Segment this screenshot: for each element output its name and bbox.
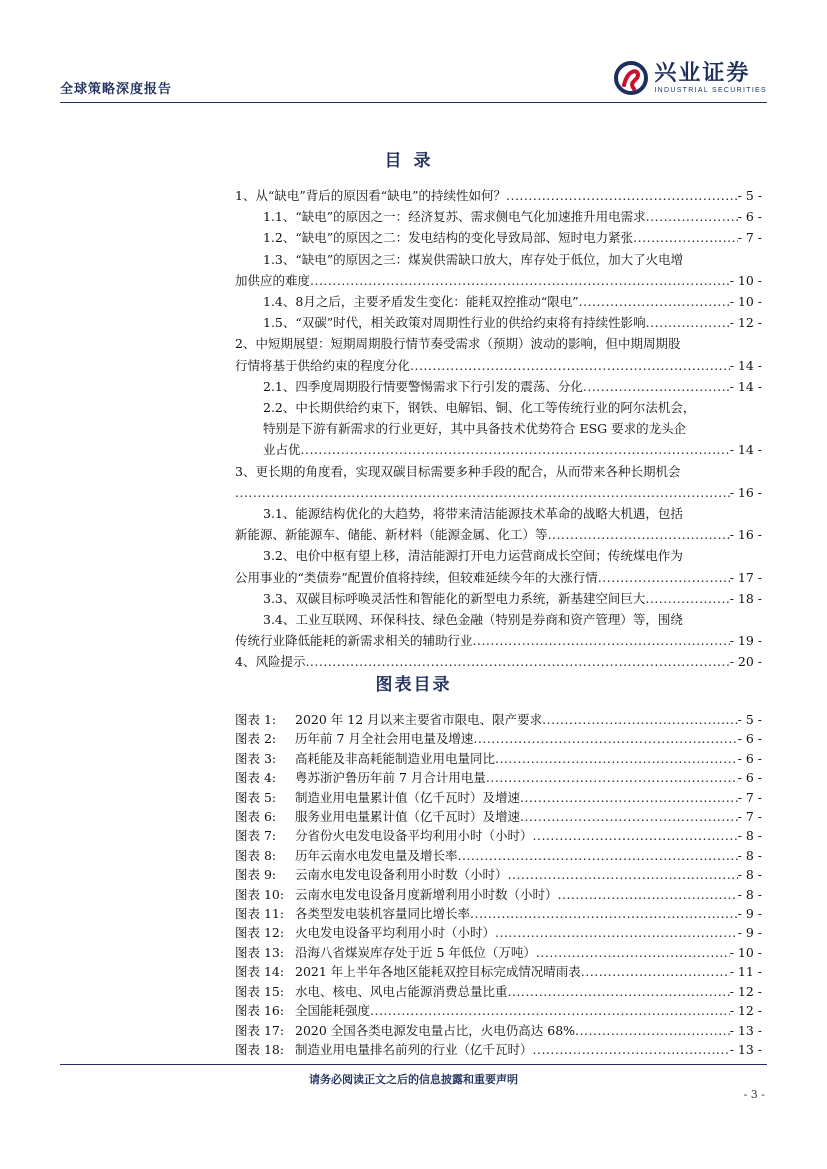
figure-page-number: - 7 - bbox=[737, 789, 762, 805]
leader-dots bbox=[646, 312, 730, 333]
toc-entry-text: 新能源、新能源车、储能、新材料（能源金属、化工）等 bbox=[235, 527, 548, 543]
figure-list-item[interactable] bbox=[235, 1001, 762, 1020]
toc-title: 目录 bbox=[384, 151, 443, 171]
leader-dots bbox=[533, 826, 738, 845]
figure-label: 图表 9: bbox=[235, 867, 277, 883]
figure-caption: 历年前 7 月全社会用电量及增速 bbox=[295, 731, 474, 747]
toc-entry-text: 3.1、能源结构优化的大趋势，将带来清洁能源技术革命的战略大机遇，包括 bbox=[263, 506, 683, 522]
leader-dots bbox=[633, 227, 737, 248]
figure-label: 图表 2: bbox=[235, 731, 277, 747]
toc-entry-text: 业占优 bbox=[263, 442, 301, 458]
toc-page-number: - 16 - bbox=[729, 527, 762, 543]
figure-list-item[interactable] bbox=[235, 885, 762, 904]
figure-label: 图表 18: bbox=[235, 1041, 285, 1057]
figure-page-number: - 9 - bbox=[737, 906, 762, 922]
toc-entry-text: 4、风险提示 bbox=[235, 654, 306, 670]
toc-entry[interactable] bbox=[235, 312, 762, 333]
toc-page-number: - 7 - bbox=[737, 230, 762, 246]
figure-list-item[interactable] bbox=[235, 865, 762, 884]
figure-caption: 历年云南水电发电量及增长率 bbox=[295, 847, 458, 863]
leader-dots bbox=[536, 943, 730, 962]
figure-list-item[interactable] bbox=[235, 962, 762, 981]
figure-page-number: - 6 - bbox=[737, 770, 762, 786]
leader-dots bbox=[581, 962, 730, 981]
toc-entry[interactable] bbox=[235, 227, 762, 248]
figure-label: 图表 15: bbox=[235, 983, 285, 999]
toc-entry[interactable] bbox=[235, 545, 762, 587]
toc-entry-text: 3.4、工业互联网、环保科技、绿色金融（特别是券商和资产管理）等，围绕 bbox=[263, 612, 683, 628]
figure-caption: 分省份火电发电设备平均利用小时（小时） bbox=[295, 828, 533, 844]
figure-page-number: - 12 - bbox=[729, 983, 762, 999]
figure-list-item[interactable] bbox=[235, 749, 762, 768]
toc-entry-text: 1.1、“缺电”的原因之一：经济复苏、需求侧电气化加速推升用电需求 bbox=[263, 209, 646, 225]
toc-page-number: - 6 - bbox=[737, 209, 762, 225]
figure-caption: 粤苏浙沪鲁历年前 7 月合计用电量 bbox=[295, 770, 486, 786]
figure-caption: 2020 全国各类电源发电量占比，火电仍高达 68% bbox=[295, 1022, 576, 1038]
figure-page-number: - 11 - bbox=[729, 964, 762, 980]
toc-entry-text: 2、中短期展望：短期周期股行情节奏受需求（预期）波动的影响，但中期周期股 bbox=[235, 336, 681, 352]
leader-dots bbox=[473, 729, 737, 748]
figure-page-number: - 6 - bbox=[737, 731, 762, 747]
leader-dots bbox=[410, 355, 730, 376]
toc-page-number: - 16 - bbox=[729, 484, 762, 500]
figure-list-item[interactable] bbox=[235, 982, 762, 1001]
toc-entry-text: 1.4、8月之后，主要矛盾发生变化：能耗双控推动“限电” bbox=[263, 294, 579, 310]
leader-dots bbox=[473, 630, 730, 651]
leader-dots bbox=[533, 1040, 730, 1059]
toc-entry[interactable] bbox=[235, 333, 762, 375]
figure-page-number: - 9 - bbox=[737, 925, 762, 941]
figure-label: 图表 3: bbox=[235, 750, 277, 766]
figure-list-item[interactable] bbox=[235, 923, 762, 942]
figure-label: 图表 5: bbox=[235, 789, 277, 805]
leader-dots bbox=[558, 885, 738, 904]
figure-label: 图表 7: bbox=[235, 828, 277, 844]
logo-english-name: INDUSTRIAL SECURITIES bbox=[654, 87, 767, 94]
toc-entry[interactable] bbox=[235, 206, 762, 227]
toc-entry-text: 2.1、四季度周期股行情要警惕需求下行引发的震荡、分化 bbox=[263, 378, 583, 394]
figure-caption: 水电、核电、风电占能源消费总量比重 bbox=[295, 983, 508, 999]
leader-dots bbox=[486, 768, 738, 787]
toc-entry-text: 行情将基于供给约束的程度分化 bbox=[235, 357, 411, 373]
leader-dots bbox=[542, 710, 738, 729]
figure-label: 图表 14: bbox=[235, 964, 285, 980]
figure-list-item[interactable] bbox=[235, 1040, 762, 1059]
toc-page-number: - 10 - bbox=[729, 272, 762, 288]
leader-dots bbox=[508, 982, 730, 1001]
figures-list-title: 图表目录 bbox=[375, 675, 452, 695]
figure-label: 图表 11: bbox=[235, 906, 285, 922]
toc-entry[interactable] bbox=[235, 291, 762, 312]
toc-page-number: - 14 - bbox=[729, 378, 762, 394]
figure-caption: 云南水电发电设备月度新增利用小时数（小时） bbox=[295, 886, 558, 902]
figures-list bbox=[235, 710, 762, 1059]
toc-page-number: - 14 - bbox=[729, 357, 762, 373]
figure-caption: 制造业用电量累计值（亿千瓦时）及增速 bbox=[295, 789, 521, 805]
figure-page-number: - 12 - bbox=[729, 1003, 762, 1019]
leader-dots bbox=[520, 807, 738, 826]
table-of-contents bbox=[235, 185, 762, 673]
toc-entry[interactable] bbox=[235, 376, 762, 397]
figure-caption: 云南水电发电设备利用小时数（小时） bbox=[295, 867, 508, 883]
figure-page-number: - 8 - bbox=[737, 847, 762, 863]
figure-caption: 各类型发电装机容量同比增长率 bbox=[295, 906, 471, 922]
toc-page-number: - 12 - bbox=[729, 315, 762, 331]
figure-page-number: - 5 - bbox=[737, 712, 762, 727]
toc-page-number: - 19 - bbox=[729, 633, 762, 649]
figure-list-item[interactable] bbox=[235, 904, 762, 923]
page-number: - 3 - bbox=[743, 1088, 765, 1101]
leader-dots bbox=[548, 524, 730, 545]
leader-dots bbox=[458, 846, 738, 865]
toc-entry-text: 1.2、“缺电”的原因之二：发电结构的变化导致局部、短时电力紧张 bbox=[263, 230, 634, 246]
toc-entry-text: 1.3、“缺电”的原因之三：煤炭供需缺口放大，库存处于低位，加大了火电增 bbox=[263, 251, 684, 267]
leader-dots bbox=[495, 923, 738, 942]
leader-dots bbox=[506, 185, 738, 206]
header-divider bbox=[60, 102, 767, 103]
figure-label: 图表 13: bbox=[235, 944, 285, 960]
toc-page-number: - 20 - bbox=[729, 654, 762, 670]
figure-list-item[interactable] bbox=[235, 788, 762, 807]
toc-page-number: - 18 - bbox=[729, 590, 762, 606]
leader-dots bbox=[508, 865, 738, 884]
figure-page-number: - 7 - bbox=[737, 809, 762, 825]
toc-entry[interactable] bbox=[235, 588, 762, 609]
leader-dots bbox=[646, 206, 738, 227]
toc-entry-text: 3.2、电价中枢有望上移，清洁能源打开电力运营商成长空间；传统煤电作为 bbox=[263, 548, 683, 564]
report-type-label: 全球策略深度报告 bbox=[60, 82, 173, 97]
figure-page-number: - 6 - bbox=[737, 750, 762, 766]
toc-entry-text: 传统行业降低能耗的新需求相关的辅助行业 bbox=[235, 633, 473, 649]
leader-dots bbox=[520, 788, 738, 807]
figure-caption: 火电发电设备平均利用小时（小时） bbox=[295, 925, 496, 941]
toc-entry-text: 3.3、双碳目标呼唤灵活性和智能化的新型电力系统，新基建空间巨大 bbox=[263, 590, 646, 606]
figure-page-number: - 8 - bbox=[737, 867, 762, 883]
toc-page-number: - 10 - bbox=[729, 294, 762, 310]
company-logo bbox=[614, 56, 767, 100]
toc-entry-text: 2.2、中长期供给约束下，钢铁、电解铝、铜、化工等传统行业的阿尔法机会， bbox=[263, 400, 696, 416]
figure-list-item[interactable] bbox=[235, 768, 762, 787]
toc-entry[interactable] bbox=[235, 461, 762, 503]
leader-dots bbox=[598, 567, 730, 588]
toc-entry-text: 1.5、“双碳”时代，相关政策对周期性行业的供给约束将有持续性影响 bbox=[263, 315, 646, 331]
toc-entry[interactable] bbox=[235, 503, 762, 545]
figure-label: 图表 17: bbox=[235, 1022, 285, 1038]
figure-caption: 服务业用电量累计值（亿千瓦时）及增速 bbox=[295, 809, 521, 825]
leader-dots bbox=[310, 270, 730, 291]
figure-label: 图表 1: bbox=[235, 712, 277, 727]
toc-entry[interactable] bbox=[235, 185, 762, 206]
toc-entry[interactable] bbox=[235, 249, 762, 291]
figure-page-number: - 8 - bbox=[737, 886, 762, 902]
figure-list-item[interactable] bbox=[235, 807, 762, 826]
figure-list-item[interactable] bbox=[235, 1021, 762, 1040]
leader-dots bbox=[645, 588, 729, 609]
figure-caption: 2020 年 12 月以来主要省市限电、限产要求 bbox=[295, 712, 543, 727]
figure-list-item[interactable] bbox=[235, 729, 762, 748]
page-header bbox=[60, 56, 767, 100]
figure-label: 图表 8: bbox=[235, 847, 277, 863]
figure-page-number: - 10 - bbox=[729, 944, 762, 960]
figure-caption: 全国能耗强度 bbox=[295, 1003, 371, 1019]
leader-dots bbox=[235, 482, 730, 503]
figure-page-number: - 8 - bbox=[737, 828, 762, 844]
leader-dots bbox=[583, 376, 730, 397]
disclaimer-note: 请务必阅读正文之后的信息披露和重要声明 bbox=[309, 1073, 518, 1086]
figure-caption: 2021 年上半年各地区能耗双控目标完成情况晴雨表 bbox=[295, 964, 581, 980]
toc-page-number: - 17 - bbox=[729, 569, 762, 585]
figure-label: 图表 12: bbox=[235, 925, 285, 941]
toc-entry-text: 加供应的难度 bbox=[235, 272, 311, 288]
figure-label: 图表 10: bbox=[235, 886, 285, 902]
toc-entry-text: 3、更长期的角度看，实现双碳目标需要多种手段的配合，从而带来各种长期机会 bbox=[235, 463, 681, 479]
leader-dots bbox=[495, 749, 738, 768]
toc-entry[interactable] bbox=[235, 397, 762, 461]
figure-label: 图表 16: bbox=[235, 1003, 285, 1019]
toc-entry-text: 1、从“缺电”背后的原因看“缺电”的持续性如何？ bbox=[235, 188, 507, 203]
figure-label: 图表 4: bbox=[235, 770, 277, 786]
logo-chinese-name: 兴业证券 bbox=[654, 61, 751, 86]
toc-page-number: - 14 - bbox=[729, 442, 762, 458]
figure-list-item[interactable] bbox=[235, 846, 762, 865]
leader-dots bbox=[370, 1001, 730, 1020]
leader-dots bbox=[575, 1021, 730, 1040]
figure-caption: 制造业用电量排名前列的行业（亿千瓦时） bbox=[295, 1041, 533, 1057]
figure-list-item[interactable] bbox=[235, 710, 762, 729]
toc-entry-text: 公用事业的“类债券”配置价值将持续，但较难延续今年的大涨行情 bbox=[235, 569, 598, 585]
toc-entry-text: 特别是下游有新需求的行业更好，其中具备技术优势符合 ESG 要求的龙头企 bbox=[263, 421, 687, 437]
toc-page-number: - 5 - bbox=[737, 188, 762, 203]
footer-divider bbox=[60, 1064, 767, 1065]
figure-label: 图表 6: bbox=[235, 809, 277, 825]
logo-emblem-icon bbox=[614, 61, 648, 95]
figure-list-item[interactable] bbox=[235, 826, 762, 845]
figure-page-number: - 13 - bbox=[729, 1022, 762, 1038]
leader-dots bbox=[579, 291, 730, 312]
figure-page-number: - 13 - bbox=[729, 1041, 762, 1057]
leader-dots bbox=[470, 904, 738, 923]
figure-caption: 沿海八省煤炭库存处于近 5 年低位（万吨） bbox=[295, 944, 536, 960]
figure-caption: 高耗能及非高耗能制造业用电量同比 bbox=[295, 750, 496, 766]
leader-dots bbox=[301, 439, 730, 460]
figure-list-item[interactable] bbox=[235, 943, 762, 962]
toc-entry[interactable] bbox=[235, 609, 762, 651]
